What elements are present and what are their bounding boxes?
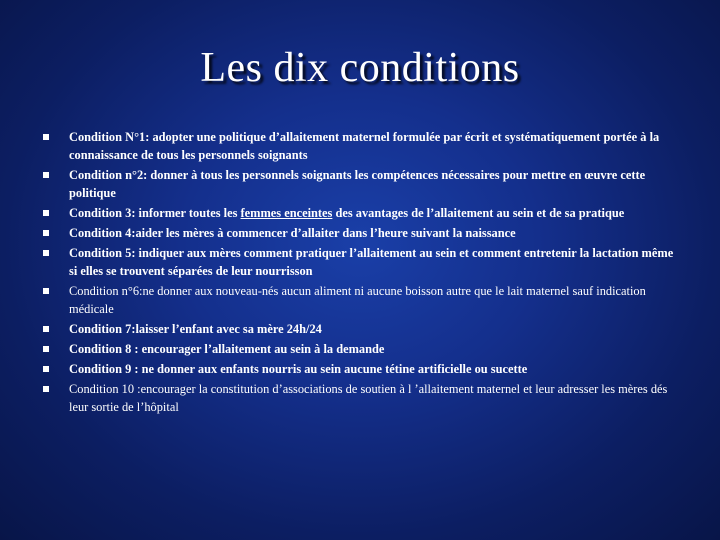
list-item-text: Condition 9 : ne donner aux enfants nourris au sein aucune tétine artificielle ou sucette [69, 362, 528, 376]
list-item-text: Condition N°1: adopter une politique d’allaitement maternel formulée par écrit et systématiquement portée à la connaissance de tous les personnels soignants [69, 130, 660, 162]
list-item-text: Condition n°2: donner à tous les personnels soignants les compétences nécessaires pour mettre en œuvre cette politique [69, 168, 646, 200]
list-item-text: Condition 5: indiquer aux mères comment pratiquer l’allaitement au sein et comment entretenir la lactation même si elles se trouvent séparées de leur nourrisson [69, 246, 674, 278]
list-item-condition-9 [40, 360, 680, 378]
list-item-condition-10 [40, 380, 680, 416]
square-bullet-icon [43, 326, 49, 332]
list-item-condition-2 [40, 166, 680, 202]
square-bullet-icon [43, 172, 49, 178]
list-item-condition-7 [40, 320, 680, 338]
list-item-condition-4 [40, 224, 680, 242]
list-item-condition-5 [40, 244, 680, 280]
list-item-text: Condition 10 :encourager la constitution d’associations de soutien à l ’allaitement maternel et leur adresser les mères dés leur sortie de l’hôpital [69, 382, 668, 414]
square-bullet-icon [43, 386, 49, 392]
square-bullet-icon [43, 346, 49, 352]
square-bullet-icon [43, 230, 49, 236]
slide-title: Les dix conditions [200, 45, 520, 91]
conditions-list [40, 128, 680, 418]
list-item-condition-6 [40, 282, 680, 318]
list-item-condition-1 [40, 128, 680, 164]
list-item-text: Condition 4:aider les mères à commencer d’allaiter dans l’heure suivant la naissance [69, 226, 516, 240]
list-item-condition-3 [40, 204, 680, 222]
list-item-link-text: femmes enceintes [240, 206, 333, 220]
square-bullet-icon [43, 366, 49, 372]
square-bullet-icon [43, 134, 49, 140]
square-bullet-icon [43, 288, 49, 294]
list-item-text: Condition 7:laisser l’enfant avec sa mère 24h/24 [69, 322, 322, 336]
list-item-text-before: Condition 3: informer toutes les [69, 206, 241, 220]
square-bullet-icon [43, 250, 49, 256]
list-item-text: Condition 8 : encourager l’allaitement au sein à la demande [69, 342, 385, 356]
list-item-text-after: des avantages de l’allaitement au sein et de sa pratique [332, 206, 625, 220]
list-item-text: Condition n°6:ne donner aux nouveau-nés aucun aliment ni aucune boisson autre que le lait maternel sauf indication médicale [69, 284, 646, 316]
list-item-condition-8 [40, 340, 680, 358]
square-bullet-icon [43, 210, 49, 216]
